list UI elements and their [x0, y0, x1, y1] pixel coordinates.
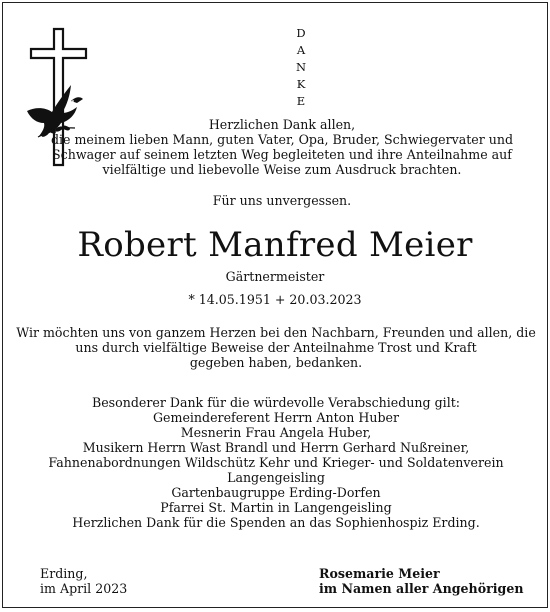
- signer-line: im Namen aller Angehörigen: [319, 581, 524, 596]
- obituary-card: [2, 2, 548, 608]
- occupation: [3, 269, 547, 284]
- deceased-name: Robert Manfred Meier: [77, 225, 473, 265]
- unvergessen-line: [27, 193, 537, 208]
- intro-text: [27, 117, 537, 177]
- special-thanks-line: Besonderer Dank für die würdevolle Verabschiedung gilt:: [91, 395, 461, 410]
- life-dates-text: * 14.05.1951 + 20.03.2023: [188, 292, 362, 307]
- special-thanks-line: Fahnenabordnungen Wildschütz Kehr und Krieger- und Soldatenverein: [48, 455, 504, 470]
- special-thanks-line: Langengeisling: [227, 470, 325, 485]
- place: Erding,: [40, 566, 88, 581]
- intro-line: Schwager auf seinem letzten Weg begleiteten und ihre Anteilnahme auf: [52, 147, 512, 162]
- signer-name: Rosemarie Meier: [319, 566, 440, 581]
- thanks-line: uns durch vielfältige Beweise der Anteilnahme Trost und Kraft: [75, 340, 477, 355]
- danke-letter: A: [296, 43, 306, 57]
- thanks-line: gegeben haben, bedanken.: [189, 355, 363, 370]
- danke-letter: K: [296, 77, 306, 91]
- special-thanks-text: [3, 395, 549, 530]
- intro-line: Herzlichen Dank allen,: [208, 117, 356, 132]
- date: im April 2023: [40, 581, 128, 596]
- danke-letter: D: [296, 26, 306, 40]
- danke-letter: N: [295, 60, 307, 74]
- danke-vertical-heading: [294, 25, 308, 110]
- special-thanks-line: Gemeindereferent Herrn Anton Huber: [153, 410, 399, 425]
- thanks-line: Wir möchten uns von ganzem Herzen bei den Nachbarn, Freunden und allen, die: [16, 325, 536, 340]
- intro-line: die meinem lieben Mann, guten Vater, Opa, Bruder, Schwiegervater und: [50, 132, 514, 147]
- danke-letter: E: [296, 94, 306, 108]
- place-and-date: [40, 566, 127, 596]
- special-thanks-line: Musikern Herrn Wast Brandl und Herrn Gerhard Nußreiner,: [82, 440, 470, 455]
- special-thanks-line: Herzlichen Dank für die Spenden an das Sophienhospiz Erding.: [72, 515, 480, 530]
- special-thanks-line: Gartenbaugruppe Erding-Dorfen: [171, 485, 381, 500]
- occupation-text: Gärtnermeister: [225, 269, 325, 284]
- special-thanks-line: Pfarrei St. Martin in Langengeisling: [160, 500, 392, 515]
- special-thanks-line: Mesnerin Frau Angela Huber,: [180, 425, 372, 440]
- intro-line: vielfältige und liebevolle Weise zum Ausdruck brachten.: [102, 162, 462, 177]
- signature-block: [319, 566, 524, 596]
- thanks-text: [11, 325, 541, 370]
- life-dates: [3, 292, 547, 307]
- unvergessen-text: Für uns unvergessen.: [212, 193, 352, 208]
